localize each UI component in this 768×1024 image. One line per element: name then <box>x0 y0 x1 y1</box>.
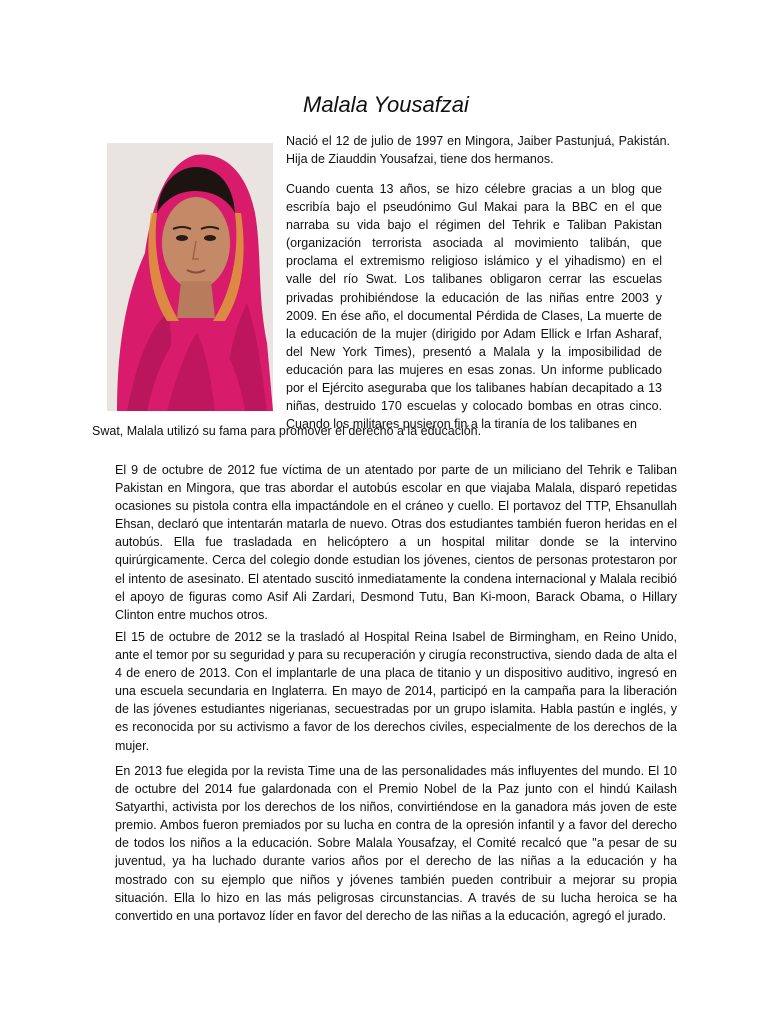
paragraph-blog-tail: Swat, Malala utilizó su fama para promover el derecho a la educación. <box>92 424 482 438</box>
page-title: Malala Yousafzai <box>303 92 469 117</box>
paragraph-recovery: El 15 de octubre de 2012 se la trasladó al Hospital Reina Isabel de Birmingham, en Reino Unido, ante el temor por su seguridad y para su recuperación y cirugía reconstructiva, siendo dada de alta el 4 de enero de 2013. Con el implantarle de una placa de titanio y un dispositivo auditivo, ingresó en una escuela secundaria en Inglaterra. En mayo de 2014, participó en la campaña para la liberación de las jóvenes estudiantes nigerianas, secuestradas por un grupo islamita. Habla pastún e inglés, y es reconocida por su activismo a favor de los derechos civiles, especialmente de los derechos de la mujer. <box>115 630 677 753</box>
paragraph-nobel: En 2013 fue elegida por la revista Time una de las personalidades más influyentes del mundo. El 10 de octubre del 2014 fue galardonada con el Premio Nobel de la Paz junto con el hindú Kailash Satyarthi, activista por los derechos de los niños, convirtiéndose en la ganadora más joven de este premio. Ambos fueron premiados por su lucha en contra de la opresión infantil y a favor del derecho de todos los niños a la educación. Sobre Malala Yousafzay, el Comité recalcó que "a pesar de su juventud, ya ha luchado durante varios años por el derecho de las niñas a la educación y ha mostrado con su ejemplo que niños y jóvenes también pueden contribuir a mejorar su propia situación. Ella lo hizo en las más peligrosas circunstancias. A través de su lucha heroica se ha convertido en una portavoz líder en favor del derecho de las niñas a la educación, agregó el jurado. <box>115 764 677 923</box>
paragraph-blog: Cuando cuenta 13 años, se hizo célebre gracias a un blog que escribía bajo el pseudónimo Gul Makai para la BBC en el que narraba su vida bajo el régimen del Tehrik e Taliban Pakistan (organización terrorista asociada al movimiento talibán, que proclama el extremismo religioso islámico y el yihadismo) en el valle del río Swat. Los talibanes obligaron cerrar las escuelas privadas prohibiéndose la educación de las niñas entre 2003 y 2009. En ése año, el documental Pérdida de Clases, La muerte de la educación de la mujer (dirigido por Adam Ellick e Irfan Asharaf, del New York Times), presentó a Malala y la imposibilidad de educación para las mujeres en esas zonas. Un informe publicado por el Ejército aseguraba que los talibanes habían decapitado a 13 niñas, destruido 170 escuelas y colocado bombas en otras cinco. Cuando los militares pusieron fin a la tiranía de los talibanes en <box>286 182 662 432</box>
paragraph-birth: Nació el 12 de julio de 1997 en Mingora, Jaiber Pastunjuá, Pakistán. Hija de Ziauddin Yousafzai, tiene dos hermanos. <box>286 134 670 167</box>
portrait-photo <box>107 143 273 411</box>
paragraph-attack: El 9 de octubre de 2012 fue víctima de un atentado por parte de un miliciano del Tehrik e Taliban Pakistan en Mingora, que tras abordar el autobús escolar en que viajaba Malala, disparó repetidas ocasiones su pistola contra ella impactándole en el cráneo y cuello. El portavoz del TTP, Ehsanullah Ehsan, declaró que intentarán matarla de nuevo. Otras dos estudiantes también fueron heridas en el autobús. Ella fue trasladada en helicóptero a un hospital militar donde se la intervino quirúrgicamente. Cerca del colegio donde estudian los jóvenes, cientos de personas protestaron por el intento de asesinato. El atentado suscitó inmediatamente la condena internacional y Malala recibió el apoyo de figuras como Asif Ali Zardari, Desmond Tutu, Ban Ki-moon, Barack Obama, o Hillary Clinton entre muchos otros. <box>115 463 677 622</box>
